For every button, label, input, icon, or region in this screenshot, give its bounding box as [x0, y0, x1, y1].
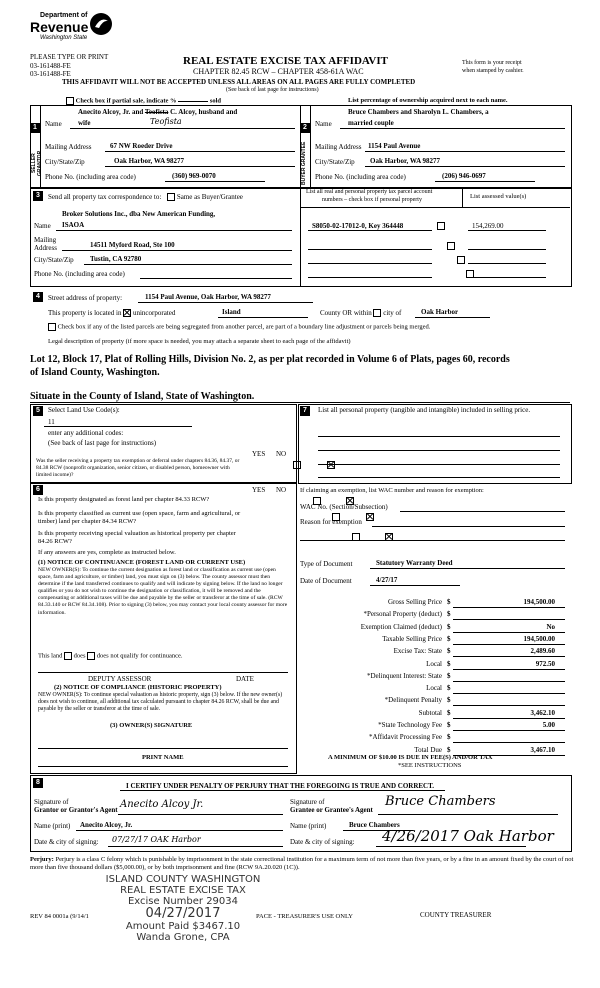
segregated-row [48, 323, 430, 331]
land-use-yes: YES [252, 450, 266, 458]
assessed-underline-3 [468, 263, 546, 264]
ownership-note: List percentage of ownership acquired next to each name. [348, 97, 508, 104]
calc-value: 194,500.00 [523, 598, 555, 606]
stamp-line-5: Amount Paid $3467.10 [125, 921, 241, 932]
calc-dollar: $ [447, 696, 451, 704]
warning: THIS AFFIDAVIT WILL NOT BE ACCEPTED UNLESS ALL AREAS ON ALL PAGES ARE FULLY COMPLETED [62, 78, 416, 86]
calc-underline [453, 681, 565, 682]
exemption-label: If claiming an exemption, list WAC number and reason for exemption: [300, 487, 484, 494]
notice1-title: (1) NOTICE OF CONTINUANCE (FOREST LAND OR CURRENT USE) [38, 559, 246, 566]
calc-dollar: $ [447, 610, 451, 618]
treasurer-use: PACE - TREASURER'S USE ONLY [256, 913, 353, 920]
perjury-text [30, 856, 575, 872]
buyer-name-line2: married couple [348, 119, 394, 127]
seller-city: Oak Harbor, WA 98277 [114, 157, 185, 165]
form-number-2: 03-161488-FE [30, 70, 71, 78]
grantor-date: 07/27/17 OAK Harbor [112, 835, 201, 844]
reason-underline-1 [372, 526, 565, 527]
rev-number: REV 84 0001a (9/14/1 [30, 913, 89, 920]
tax-phone-label: Phone No. (including area code) [34, 270, 125, 278]
buyer-mailing: 1154 Paul Avenue [368, 142, 421, 150]
personal-property-label: List all personal property (tangible and intangible) included in selling price. [318, 406, 531, 414]
exemption-question: Was the seller receiving a property tax exemption or deferral under chapters 84.36, 84.37, or 84.38 RCW (nonprofit organization, senior citizen, or disabled person, homeowner with limited income)? [36, 458, 240, 478]
grantor-signature: Anecito Alcoy Jr. [120, 799, 204, 810]
street-label: Street address of property: [48, 294, 123, 302]
grantor-date-label: Date & city of signing: [34, 838, 99, 846]
parcel-personal-checkbox-3[interactable] [457, 256, 465, 264]
section-3-divider [300, 187, 301, 286]
calc-dollar: $ [447, 746, 451, 754]
grantee-sig-1: Signature of [290, 798, 325, 806]
buyer-name-underline [340, 128, 565, 129]
this-land-label: This land [38, 652, 63, 660]
notice2-title: (2) NOTICE OF COMPLIANCE (HISTORIC PROPERTY) [54, 684, 222, 691]
land-use-no: NO [276, 450, 287, 458]
same-as-buyer-checkbox[interactable] [167, 193, 175, 201]
calc-label: Local [426, 660, 442, 668]
doc-type: Statutory Warranty Deed [376, 559, 453, 567]
assessed-underline-1 [468, 230, 546, 231]
doc-type-underline [370, 568, 565, 569]
seller-name-post: C. Alcoy, husband and [170, 108, 238, 116]
logo-revenue: Revenue [30, 19, 89, 35]
calc-label: *Delinquent Interest: State [366, 672, 442, 680]
tax-name-underline [56, 230, 292, 231]
parcel-underline-4 [308, 277, 432, 278]
segregated-checkbox[interactable] [48, 323, 56, 331]
wac-label: WAC No. (Section/Subsection) [300, 503, 388, 511]
city-name: Oak Harbor [421, 308, 459, 316]
section-1-number: 1 [30, 123, 40, 133]
section-4-number: 4 [33, 292, 43, 302]
buyer-mailing-underline [365, 151, 565, 152]
minimum-note: A MINIMUM OF $10.00 IS DUE IN FEE(S) AND/OR TAX [328, 754, 493, 761]
tax-name-line1: Broker Solutions Inc., dba New American Funding, [62, 210, 216, 218]
certify-statement: I CERTIFY UNDER PENALTY OF PERJURY THAT THE FOREGOING IS TRUE AND CORRECT. [126, 782, 435, 790]
tax-correspondence-text: Send all property tax correspondence to: [48, 193, 162, 201]
calc-value: 972.50 [535, 660, 555, 668]
print-name-line [38, 766, 288, 767]
reason-underline-2 [300, 540, 565, 541]
legal-line-2: of Island County, Washington. [30, 367, 160, 378]
tax-name-line2: ISAOA [62, 221, 85, 229]
calc-label: Gross Selling Price [387, 598, 442, 606]
calc-underline [453, 669, 565, 670]
seller-city-underline [105, 166, 295, 167]
calc-dollar: $ [447, 660, 451, 668]
buyer-city-label: City/State/Zip [315, 158, 355, 166]
owner-signature: (3) OWNER(S) SIGNATURE [110, 722, 193, 729]
doc-date-label: Date of Document [300, 577, 352, 585]
certify-underline [120, 790, 445, 791]
notice2-body: NEW OWNER(S): To continue special valuation as historic property, sign (3) below. If the new owner(s) does not wish to continue, all additional tax calculated pursuant to chapter 84.26 RCW, shall be due and payable by the seller or transferor at the time of sale. [38, 692, 283, 713]
parcel-header-underline [300, 207, 570, 208]
legal-label: Legal description of property (if more space is needed, you may attach a separate sheet to each page of the affidavit) [48, 338, 351, 345]
tax-mailing: 14511 Myford Road, Ste 100 [90, 241, 175, 249]
grantee-date: 4/26/2017 Oak Harbor [382, 827, 554, 845]
calc-dollar: $ [447, 672, 451, 680]
calc-value: 3,467.10 [530, 746, 555, 754]
owner-sig-line [38, 748, 288, 749]
calc-label: Subtotal [418, 709, 442, 717]
logo-state: Washington State [40, 35, 88, 41]
seller-phone: (360) 969-0070 [172, 172, 216, 180]
seller-name-label: Name [45, 120, 62, 128]
calc-value: 5.00 [542, 721, 555, 729]
personal-line-4 [318, 477, 560, 478]
this-land-row [38, 652, 183, 660]
receipt-note-2: when stamped by cashier. [462, 68, 524, 74]
calc-dollar: $ [447, 684, 451, 692]
does-not-checkbox[interactable] [87, 652, 95, 660]
buyer-phone: (206) 946-0697 [442, 172, 486, 180]
buyer-phone-underline [435, 181, 535, 182]
buyer-mailing-label: Mailing Address [315, 143, 362, 151]
buyer-name-label: Name [315, 120, 332, 128]
stamp-line-1: ISLAND COUNTY WASHINGTON [105, 874, 261, 885]
calc-underline [453, 607, 565, 608]
seller-name-line2: wife [78, 119, 91, 127]
seller-mailing-underline [105, 151, 295, 152]
section-8-number: 8 [33, 778, 43, 788]
parcel-header-1: List all real and personal property tax parcel account [306, 189, 433, 195]
parcel-header-divider [462, 187, 463, 207]
legal-line-3: Situate in the County of Island, State of Washington. [30, 391, 255, 402]
buyer-phone-label: Phone No. (including area code) [315, 173, 406, 181]
seller-mailing: 67 NW Roeder Drive [110, 142, 173, 150]
section-7-box [298, 404, 572, 484]
county-underline [218, 317, 308, 318]
calc-label: *Personal Property (deduct) [363, 610, 442, 618]
calc-underline [453, 619, 565, 620]
grantee-sig-line [378, 814, 558, 815]
calc-label: Total Due [414, 746, 442, 754]
personal-line-2 [318, 450, 560, 451]
grantor-print-line [76, 830, 283, 831]
please-type: PLEASE TYPE OR PRINT [30, 53, 109, 61]
same-as-buyer-label: Same as Buyer/Grantee [176, 193, 243, 201]
seller-phone-label: Phone No. (including area code) [45, 173, 136, 181]
treasurer-stamp [88, 874, 278, 943]
calc-dollar: $ [447, 721, 451, 729]
calc-underline [453, 644, 565, 645]
city-underline [415, 317, 490, 318]
grantor-sig-line [118, 814, 283, 815]
grantee-date-label: Date & city of signing: [290, 838, 355, 846]
calc-dollar: $ [447, 635, 451, 643]
calc-underline [453, 705, 565, 706]
forest-no: NO [276, 486, 287, 494]
calc-underline [453, 693, 565, 694]
does-label: does [73, 652, 86, 660]
calc-dollar: $ [447, 623, 451, 631]
forest-q1: Is this property designated as forest land per chapter 84.33 RCW? [38, 496, 210, 503]
logo-emblem-icon [88, 12, 114, 36]
calc-label: *State Technology Fee [378, 721, 442, 729]
segregated-label: Check box if any of the listed parcels are being segregated from another parcel, are part of a boundary line adjustment or parcels being merged. [57, 323, 431, 331]
city-checkbox[interactable] [373, 309, 381, 317]
calc-label: *Delinquent Penalty [384, 696, 442, 704]
grantee-print-label: Name (print) [290, 822, 327, 830]
parcel-personal-checkbox-1[interactable] [437, 222, 445, 230]
calc-underline [453, 742, 565, 743]
buyer-side-divider [310, 105, 311, 188]
calc-underline [453, 730, 565, 731]
tax-mailing-label: Mailing Address [34, 236, 57, 252]
deputy-assessor: DEPUTY ASSESSOR [88, 675, 152, 683]
seller-city-label: City/State/Zip [45, 158, 85, 166]
street-underline [138, 302, 313, 303]
tax-city-underline [84, 264, 292, 265]
logo-dept-of: Department of [40, 12, 88, 19]
dor-logo [30, 12, 120, 56]
buyer-city-underline [365, 166, 565, 167]
form-title: REAL ESTATE EXCISE TAX AFFIDAVIT [183, 55, 388, 67]
seller-name-line1 [78, 108, 237, 116]
county-or-label: County OR within [320, 309, 372, 317]
see-back: (See back of last page for instructions) [226, 87, 319, 93]
receipt-note-1: This form is your receipt [462, 60, 522, 66]
partial-sale-label: Check box if partial sale, indicate % [75, 97, 177, 105]
assessed-header: List assessed value(s) [470, 193, 527, 200]
grantee-date-line [376, 846, 526, 847]
county-treasurer: COUNTY TREASURER [420, 911, 492, 919]
does-checkbox[interactable] [64, 652, 72, 660]
calc-label: Local [426, 684, 442, 692]
tax-city: Tustin, CA 92780 [90, 255, 142, 263]
assessed-value: 154,269.00 [472, 222, 504, 230]
land-use-label: Select Land Use Code(s): [48, 406, 120, 414]
partial-sale-sold: sold [209, 97, 222, 105]
calc-dollar: $ [447, 709, 451, 717]
buyer-side-label: BUYER GRANTEE [301, 141, 307, 185]
forest-if-yes: If any answers are yes, complete as instructed below. [38, 549, 176, 556]
assessed-underline-4 [468, 277, 546, 278]
parcel-underline-1 [308, 230, 432, 231]
form-subtitle: CHAPTER 82.45 RCW – CHAPTER 458-61A WAC [193, 67, 364, 76]
grantor-sig-2: Grantor or Grantor's Agent [34, 806, 118, 814]
calc-label: Taxable Selling Price [382, 635, 442, 643]
notice1-body: NEW OWNER(S): To continue the current designation as forest land or classification as current use (open space, farm and agriculture, or timber) land, you must sign on (3) below. The county assessor must then determine if the land transferred continues to qualify and will indicate by signing below. If the land no longer qualifies or you do not wish to continue the designation or classification, it will be removed and the compensating or additional taxes will be due and payable by the seller or transferor at the time of sale. (RCW 84.33.140 or RCW 84.34.108). Prior to signing (3) below, you may contact your local county assessor for more information. [38, 567, 288, 616]
parcel-personal-checkbox-2[interactable] [447, 242, 455, 250]
parcel-underline-2 [308, 249, 432, 250]
doc-date: 4/27/17 [376, 576, 398, 584]
forest-yes: YES [252, 486, 266, 494]
section-7-number: 7 [300, 406, 310, 416]
street-address: 1154 Paul Avenue, Oak Harbor, WA 98277 [145, 293, 271, 301]
stamp-line-2: REAL ESTATE EXCISE TAX [120, 885, 246, 896]
seller-name-underline [70, 128, 295, 129]
land-use-code-underline [44, 426, 192, 427]
grantor-date-line [108, 846, 283, 847]
calc-value: 2,489.60 [530, 647, 555, 655]
see-instructions: *SEE INSTRUCTIONS [398, 762, 462, 769]
legal-line-1: Lot 12, Block 17, Plat of Rolling Hills, Division No. 2, as per plat recorded in Volume 6 of Plats, pages 60, records [30, 354, 510, 365]
does-not-label: does not qualify for continuance. [96, 652, 183, 660]
county-name: Island [222, 308, 241, 316]
seller-name-struck: Teofista [144, 108, 169, 116]
additional-codes: enter any additional codes: [48, 429, 124, 437]
forest-q3: Is this property receiving special valuation as historical property per chapter 84.26 RCW? [38, 530, 236, 545]
located-row [48, 309, 175, 317]
forest-q2-no[interactable] [366, 513, 374, 521]
parcel-underline-3 [308, 263, 432, 264]
legal-bottom-line [30, 402, 570, 403]
calc-label: Excise Tax: State [393, 647, 442, 655]
city-of-label: city of [383, 309, 402, 317]
doc-date-underline [370, 585, 460, 586]
deputy-date: DATE [236, 675, 254, 683]
perjury-body: Perjury is a class C felony which is punishable by imprisonment in the state correctional institution for a maximum term of not more than five years, or by a fine in an amount fixed by the court of not more than five thousand dollars ($5,000.00), or by both imprisonment and fine (RCW 9A.20.020 (1C)). [30, 856, 574, 871]
perjury-label: Perjury: [30, 856, 54, 863]
seller-mailing-label: Mailing Address [45, 143, 92, 151]
calc-value: 194,500.00 [523, 635, 555, 643]
grantor-print: Anecito Alcoy, Jr. [80, 821, 133, 829]
print-name: PRINT NAME [142, 754, 184, 761]
tax-mailing-underline [62, 250, 292, 251]
grantor-print-label: Name (print) [34, 822, 71, 830]
assessed-underline-2 [468, 249, 546, 250]
buyer-name-line1: Bruce Chambers and Sharolyn L. Chambers, a [348, 108, 489, 116]
tax-phone-underline [140, 278, 292, 279]
county-or-row [320, 309, 401, 317]
calc-value: No [546, 623, 555, 631]
unincorporated-label: unincorporated [132, 309, 176, 317]
partial-sale-row [66, 97, 221, 105]
deputy-line [38, 672, 288, 673]
grantee-print: Bruce Chambers [349, 821, 400, 829]
tax-city-label: City/State/Zip [34, 256, 74, 264]
grantee-sig-2: Grantee or Grantee's Agent [290, 806, 373, 814]
calc-underline [453, 718, 565, 719]
form-number-1: 03-161488-FE [30, 62, 71, 70]
unincorporated-checkbox[interactable] [123, 309, 131, 317]
parcel-header-2: numbers – check box if personal property [322, 197, 422, 203]
calc-label: *Affidavit Processing Fee [369, 733, 442, 741]
calc-dollar: $ [447, 647, 451, 655]
seller-name-pre: Anecito Alcoy, Jr. and [78, 108, 144, 116]
grantee-signature: Bruce Chambers [385, 794, 496, 809]
partial-sale-checkbox[interactable] [66, 97, 74, 105]
calc-dollar: $ [447, 733, 451, 741]
seller-name-handwritten: Teofista [150, 117, 182, 126]
calc-label: Exemption Claimed (deduct) [360, 623, 442, 631]
stamp-line-6: Wanda Grone, CPA [136, 932, 230, 943]
land-use-code: 11 [48, 418, 55, 426]
tax-name-label: Name [34, 222, 51, 230]
parcel-number: S8050-02-17012-0, Key 364448 [312, 222, 404, 230]
section-6-number: 6 [33, 485, 43, 495]
section-3-number: 3 [33, 191, 43, 201]
forest-q2: Is this property classified as current use (open space, farm and agricultural, or timber) land per chapter 84.34 RCW? [38, 510, 241, 525]
calc-underline [453, 632, 565, 633]
seller-side-label: SELLER GRANTOR [31, 150, 43, 176]
calc-underline [453, 656, 565, 657]
personal-line-1 [318, 436, 560, 437]
grantor-sig-1: Signature of [34, 798, 69, 806]
land-use-see-back: (See back of last page for instructions) [48, 439, 157, 447]
located-in-label: This property is located in [48, 309, 122, 317]
calc-value: 3,462.10 [530, 709, 555, 717]
seller-phone-underline [165, 181, 265, 182]
reason-label: Reason for exemption [300, 518, 362, 526]
section-2-number: 2 [300, 123, 310, 133]
wac-underline [400, 511, 565, 512]
tax-correspondence-label [48, 193, 243, 201]
doc-type-label: Type of Document [300, 560, 353, 568]
calc-dollar: $ [447, 598, 451, 606]
section-5-number: 5 [33, 406, 43, 416]
stamp-line-4: 04/27/2017 [145, 906, 221, 921]
buyer-city: Oak Harbor, WA 98277 [370, 157, 441, 165]
personal-line-3 [318, 464, 560, 465]
stamp-line-3: Excise Number 29034 [127, 896, 239, 907]
